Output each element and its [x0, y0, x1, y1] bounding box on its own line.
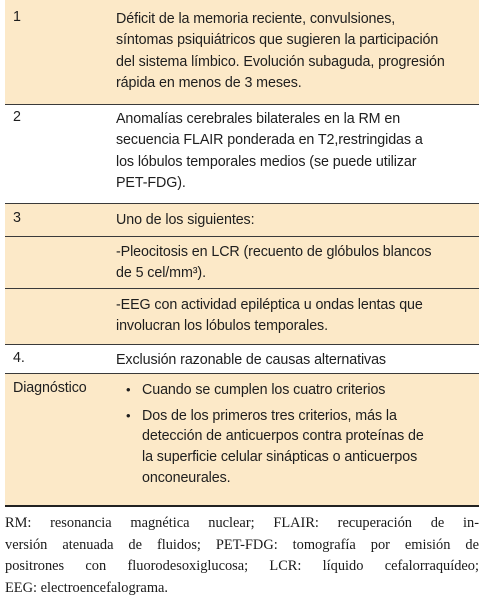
diagnosis-bullet-item: [120, 380, 475, 401]
footnote-line: EEG: electroencefalograma.: [5, 579, 168, 596]
text-line: del sistema límbico. Evolución subaguda, progresión: [116, 53, 445, 70]
text-line: Uno de los siguientes:: [116, 212, 255, 228]
text-line: -EEG con actividad epiléptica u ondas lentas que: [116, 297, 423, 313]
table-row-criterion-3: [5, 204, 479, 236]
text-line: rápida en menos de 3 meses.: [116, 74, 302, 91]
criterion-text: [116, 295, 471, 338]
text-line: síntomas psiquiátricos que sugieren la participación: [116, 32, 439, 49]
criterion-number: 2: [13, 109, 21, 125]
criterion-text: [116, 210, 471, 231]
criterion-number: 3: [13, 210, 21, 226]
criterion-text: [116, 109, 471, 194]
criterion-text: [116, 350, 471, 371]
table-bottom-border: [5, 505, 479, 507]
text-line: Dos de los primeros tres criterios, más la: [142, 407, 397, 424]
diagnosis-label: Diagnóstico: [13, 380, 87, 396]
table-row-diagnosis: [5, 374, 479, 505]
table-row-criterion-3a: [5, 237, 479, 288]
text-line: PET-FDG).: [116, 174, 186, 191]
table-row-criterion-1: [5, 0, 479, 104]
text-line: Exclusión razonable de causas alternativas: [116, 352, 386, 368]
bullet-glyph: •: [126, 382, 131, 397]
footnote-line: versión atenuada de fluidos; PET-FDG: tomografía por emisión de: [5, 536, 479, 553]
text-line: involucran los lóbulos temporales.: [116, 318, 328, 335]
table-footnote: [5, 513, 479, 599]
criterion-number: 4.: [13, 350, 25, 366]
table-row-criterion-2: [5, 105, 479, 203]
criterion-text: [116, 9, 471, 94]
text-line: onconeurales.: [142, 469, 231, 486]
table-row-criterion-4: [5, 345, 479, 373]
criterion-text: [116, 242, 471, 285]
text-line: Cuando se cumplen los cuatro criterios: [142, 382, 386, 398]
text-line: secuencia FLAIR ponderada en T2,restringidas a: [116, 132, 423, 149]
footnote-line: positrones con fluorodesoxiglucosa; LCR: líquido cefalorraquídeo;: [5, 558, 479, 575]
criterion-number: 1: [13, 9, 21, 25]
text-line: la superficie celular sinápticas o anticuerpos: [142, 449, 418, 466]
diagnosis-bullets: [120, 380, 475, 489]
text-line: de 5 cel/mm³).: [116, 265, 206, 282]
text-line: los lóbulos temporales medios (se puede utilizar: [116, 153, 417, 170]
diagnosis-bullet-item: [120, 406, 475, 489]
text-line: Déficit de la memoria reciente, convulsiones,: [116, 11, 396, 27]
table-row-criterion-3b: [5, 289, 479, 344]
text-line: -Pleocitosis en LCR (recuento de glóbulos blancos: [116, 244, 432, 260]
bullet-glyph: •: [126, 407, 131, 423]
text-line: detección de anticuerpos contra proteínas de: [142, 428, 424, 445]
footnote-line: RM: resonancia magnética nuclear; FLAIR: recuperación de in-: [5, 515, 479, 531]
text-line: Anomalías cerebrales bilaterales en la RM en: [116, 111, 401, 127]
